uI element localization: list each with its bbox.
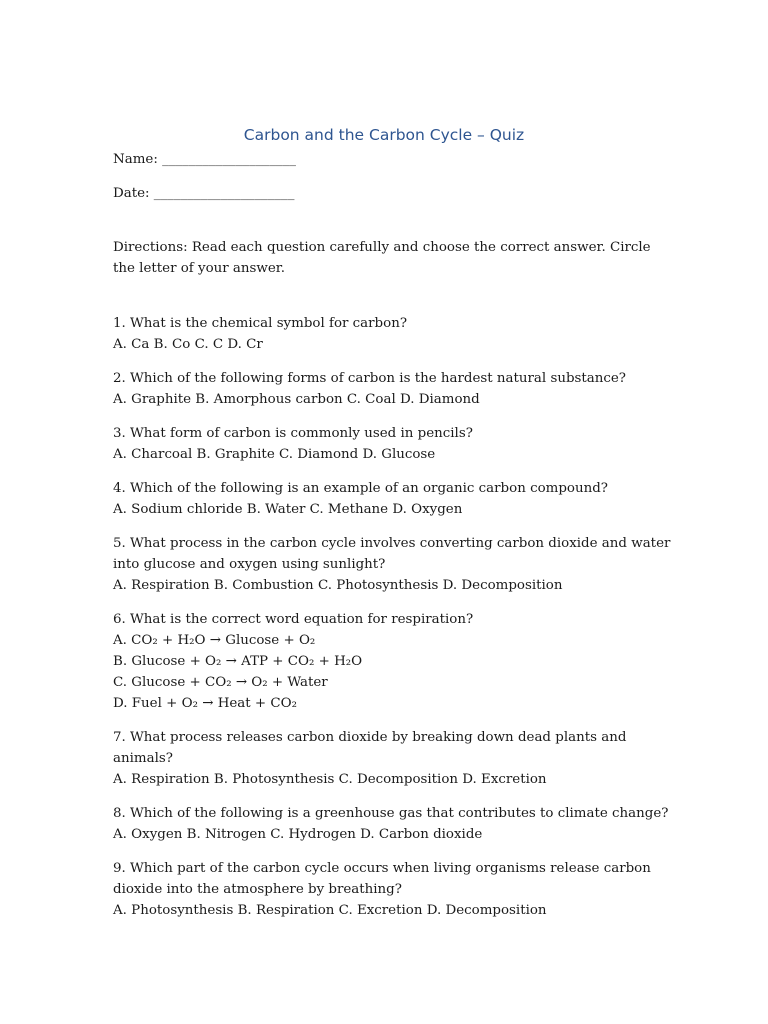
question-5: [113, 533, 673, 596]
answer-options: A. Oxygen B. Nitrogen C. Hydrogen D. Carbon dioxide: [113, 827, 483, 842]
answer-option-c: C. Glucose + CO₂ → O₂ + Water: [113, 675, 328, 690]
answer-options: A. Charcoal B. Graphite C. Diamond D. Glucose: [113, 447, 436, 462]
directions: Directions: Read each question carefully and choose the correct answer. Circle the letter of your answer.: [113, 240, 651, 276]
question-text: 7. What process releases carbon dioxide by breaking down dead plants and animals?: [113, 730, 627, 766]
question-9: [113, 858, 673, 921]
date-field: Date: _____________________: [113, 186, 295, 201]
answer-options: A. Graphite B. Amorphous carbon C. Coal D. Diamond: [113, 392, 480, 407]
question-text: 4. Which of the following is an example of an organic carbon compound?: [113, 481, 608, 496]
question-text: 6. What is the correct word equation for respiration?: [113, 612, 474, 627]
question-7: [113, 727, 673, 790]
question-list: [113, 313, 673, 921]
answer-option-b: B. Glucose + O₂ → ATP + CO₂ + H₂O: [113, 654, 363, 669]
answer-option-a: A. CO₂ + H₂O → Glucose + O₂: [113, 633, 316, 648]
question-2: [113, 368, 673, 410]
question-8: [113, 803, 673, 845]
quiz-document: [113, 124, 673, 934]
answer-options: A. Ca B. Co C. C D. Cr: [113, 337, 263, 352]
question-text: 2. Which of the following forms of carbon is the hardest natural substance?: [113, 371, 626, 386]
question-4: [113, 478, 673, 520]
name-field: Name: ____________________: [113, 152, 296, 167]
question-text: 5. What process in the carbon cycle involves converting carbon dioxide and water into glucose and oxygen using sunlight?: [113, 536, 671, 572]
answer-options: A. Respiration B. Combustion C. Photosynthesis D. Decomposition: [113, 578, 563, 593]
question-3: [113, 423, 673, 465]
answer-option-d: D. Fuel + O₂ → Heat + CO₂: [113, 696, 297, 711]
question-text: 3. What form of carbon is commonly used in pencils?: [113, 426, 473, 441]
question-text: 1. What is the chemical symbol for carbon?: [113, 316, 407, 331]
answer-options: A. Photosynthesis B. Respiration C. Excretion D. Decomposition: [113, 903, 547, 918]
question-text: 9. Which part of the carbon cycle occurs when living organisms release carbon dioxide into the atmosphere by breathing?: [113, 861, 651, 897]
question-text: 8. Which of the following is a greenhouse gas that contributes to climate change?: [113, 806, 669, 821]
question-6: [113, 609, 673, 714]
answer-options: A. Sodium chloride B. Water C. Methane D. Oxygen: [113, 502, 463, 517]
page-title: Carbon and the Carbon Cycle – Quiz: [243, 126, 525, 144]
answer-options: A. Respiration B. Photosynthesis C. Decomposition D. Excretion: [113, 772, 547, 787]
question-1: [113, 313, 673, 355]
